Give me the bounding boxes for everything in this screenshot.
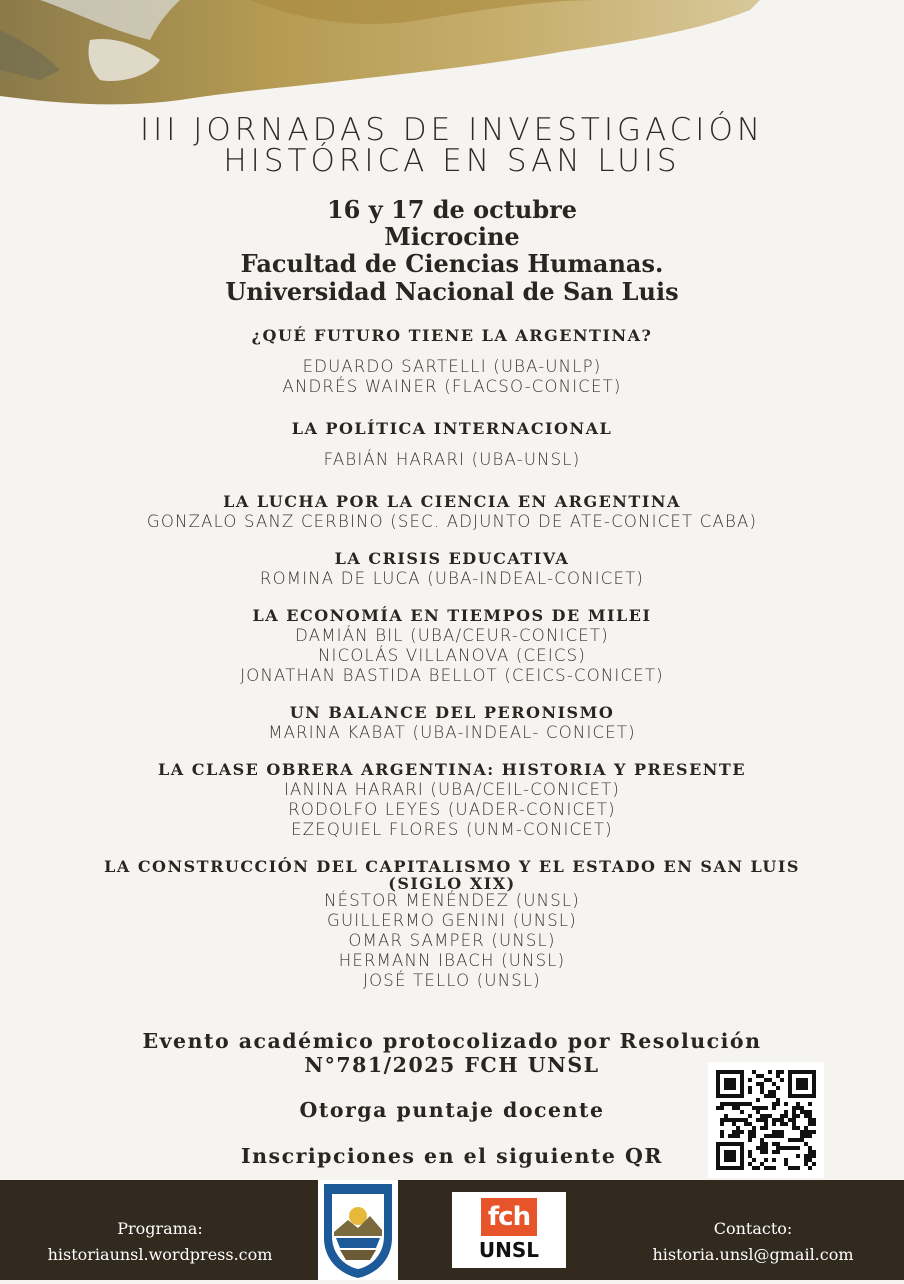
speaker: NICOLÁS VILLANOVA (CEICS) xyxy=(318,646,586,665)
speaker: JOSÉ TELLO (UNSL) xyxy=(363,971,541,990)
speaker: NÉSTOR MENÉNDEZ (UNSL) xyxy=(324,891,580,910)
unsl-emblem-icon xyxy=(318,1180,398,1280)
speaker: GUILLERMO GENINI (UNSL) xyxy=(327,911,577,930)
speaker: DAMIÁN BIL (UBA/CEUR-CONICET) xyxy=(295,626,609,645)
section-title: LA ECONOMÍA EN TIEMPOS DE MILEI xyxy=(252,606,652,625)
section-title: LA CLASE OBRERA ARGENTINA: HISTORIA Y PRESENTE xyxy=(157,760,747,779)
event-title-line1: III JORNADAS DE INVESTIGACIÓN xyxy=(139,112,765,148)
speaker: FABIÁN HARARI (UBA-UNSL) xyxy=(323,450,581,469)
speaker: HERMANN IBACH (UNSL) xyxy=(338,951,566,970)
speaker: RODOLFO LEYES (UADER-CONICET) xyxy=(288,800,616,819)
section-title: LA CONSTRUCCIÓN DEL CAPITALISMO Y EL ESTADO EN SAN LUIS xyxy=(104,857,800,876)
qr-code-icon[interactable] xyxy=(708,1062,824,1178)
speaker: ROMINA DE LUCA (UBA-INDEAL-CONICET) xyxy=(259,569,645,588)
section-title: LA POLÍTICA INTERNACIONAL xyxy=(291,419,613,438)
program-list xyxy=(0,326,904,991)
program-section xyxy=(0,326,904,397)
program-section xyxy=(0,492,904,532)
program-url[interactable]: historiaunsl.wordpress.com xyxy=(47,1245,273,1264)
speaker: EDUARDO SARTELLI (UBA-UNLP) xyxy=(302,357,602,376)
speaker: IANINA HARARI (UBA/CEIL-CONICET) xyxy=(283,780,620,799)
fch-logo-sub: UNSL xyxy=(478,1238,540,1262)
speaker: JONATHAN BASTIDA BELLOT (CEICS-CONICET) xyxy=(240,666,664,685)
contact-email[interactable]: historia.unsl@gmail.com xyxy=(652,1245,854,1264)
fch-logo xyxy=(452,1192,566,1268)
program-section xyxy=(0,760,904,840)
event-title-line2: HISTÓRICA EN SAN LUIS xyxy=(223,143,681,179)
section-title: ¿QUÉ FUTURO TIENE LA ARGENTINA? xyxy=(251,326,653,345)
hero-painting xyxy=(0,0,760,112)
speaker: OMAR SAMPER (UNSL) xyxy=(348,931,556,950)
fch-logo-mark: fch xyxy=(481,1198,537,1236)
program-section xyxy=(0,606,904,686)
points-note: Otorga puntaje docente xyxy=(299,1098,605,1122)
section-title-continued: (SIGLO XIX) xyxy=(388,874,516,893)
speaker: ANDRÉS WAINER (FLACSO-CONICET) xyxy=(282,377,622,396)
program-label: Programa: xyxy=(117,1219,203,1238)
event-room: Microcine xyxy=(384,222,520,251)
speaker: EZEQUIEL FLORES (UNM-CONICET) xyxy=(291,820,613,839)
section-title: LA CRISIS EDUCATIVA xyxy=(334,549,570,568)
section-title: LA LUCHA POR LA CIENCIA EN ARGENTINA xyxy=(223,492,681,511)
program-section xyxy=(0,703,904,743)
event-dates: 16 y 17 de octubre xyxy=(326,195,578,224)
event-university: Universidad Nacional de San Luis xyxy=(225,277,679,306)
speaker: GONZALO SANZ CERBINO (SEC. ADJUNTO DE ATE-CONICET CABA) xyxy=(146,512,758,531)
contact-label: Contacto: xyxy=(713,1219,793,1238)
resolution-note: Evento académico protocolizado por Resolución xyxy=(142,1029,762,1053)
speaker: MARINA KABAT (UBA-INDEAL- CONICET) xyxy=(268,723,636,742)
program-section xyxy=(0,857,904,991)
section-title: UN BALANCE DEL PERONISMO xyxy=(289,703,615,722)
resolution-number: N°781/2025 FCH UNSL xyxy=(304,1053,600,1077)
program-section xyxy=(0,549,904,589)
event-faculty: Facultad de Ciencias Humanas. xyxy=(240,249,664,278)
program-section xyxy=(0,419,904,470)
registration-note: Inscripciones en el siguiente QR xyxy=(241,1144,663,1168)
